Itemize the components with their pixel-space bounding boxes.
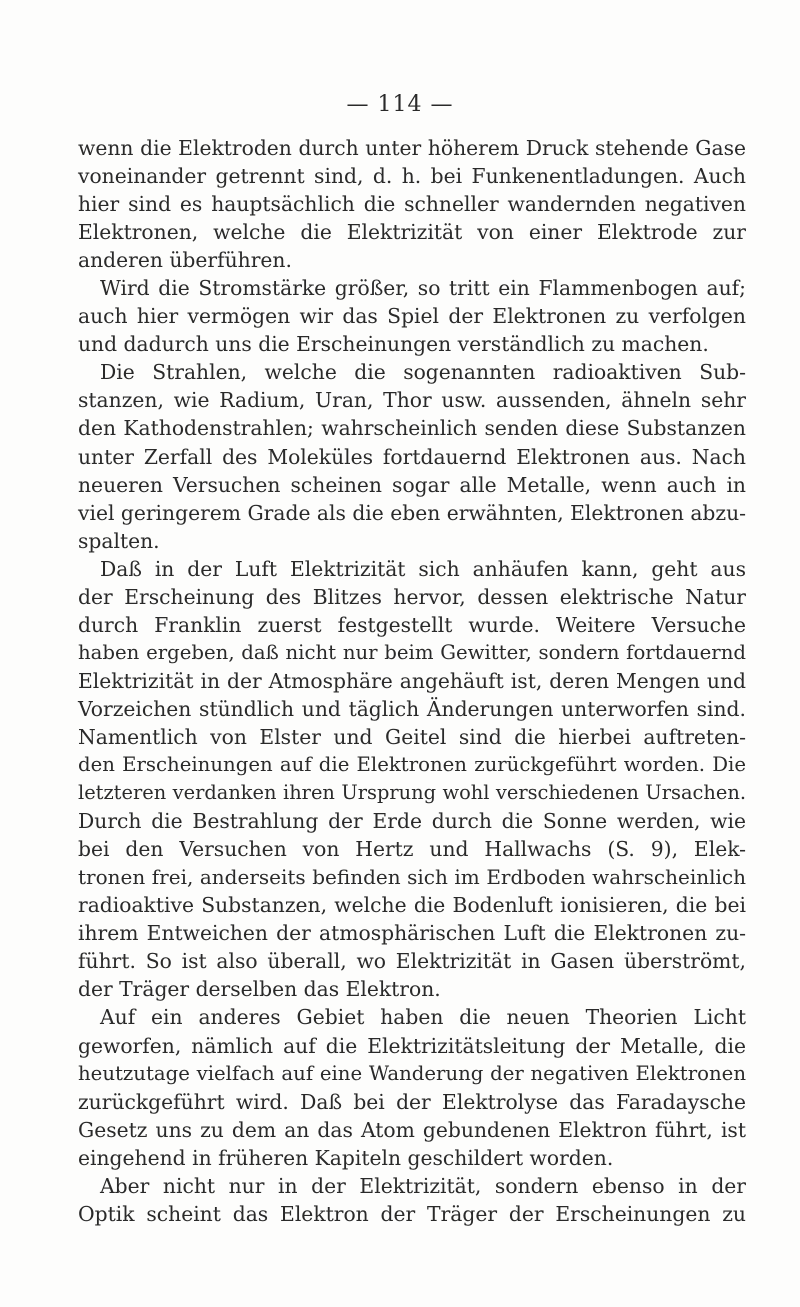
text-line: eingehend in früheren Kapiteln geschildert worden. — [78, 1145, 614, 1170]
text-line: unter Zerfall des Moleküles fortdauernd Elektronen aus. Nach — [78, 444, 746, 469]
text-line: radioaktive Substanzen, welche die Bodenluft ionisieren, die bei — [78, 893, 746, 918]
text-line: neueren Versuchen scheinen sogar alle Metalle, wenn auch in — [78, 472, 746, 497]
text-line: auch hier vermögen wir das Spiel der Elektronen zu verfolgen — [78, 304, 746, 329]
text-line: tronen frei, anderseits befinden sich im Erdboden wahrscheinlich — [78, 865, 746, 890]
text-line: anderen überführen. — [78, 248, 292, 273]
text-line: Elektrizität in der Atmosphäre angehäuft ist, deren Mengen und — [78, 668, 746, 693]
text-line: Durch die Bestrahlung der Erde durch die Sonne werden, wie — [78, 809, 746, 834]
text-line: stanzen, wie Radium, Uran, Thor usw. aussenden, ähneln sehr — [78, 388, 746, 413]
text-line: den Erscheinungen auf die Elektronen zurückgeführt worden. Die — [78, 753, 746, 777]
text-line: Die Strahlen, welche die sogenannten radioaktiven Sub- — [100, 360, 746, 385]
text-line: wenn die Elektroden durch unter höherem Druck stehende Gase — [78, 136, 746, 160]
text-line: Wird die Stromstärke größer, so tritt ein Flammenbogen auf; — [100, 276, 746, 301]
text-line: den Kathodenstrahlen; wahrscheinlich senden diese Substanzen — [78, 416, 746, 441]
text-line: heutzutage vielfach auf eine Wanderung der negativen Elektronen — [78, 1061, 746, 1085]
text-line: Daß in der Luft Elektrizität sich anhäufen kann, geht aus — [100, 556, 746, 581]
text-line: der Erscheinung des Blitzes hervor, dessen elektrische Natur — [78, 584, 746, 609]
text-line: Auf ein anderes Gebiet haben die neuen Theorien Licht — [100, 1005, 746, 1030]
text-line: zurückgeführt wird. Daß bei der Elektrolyse das Faradaysche — [78, 1089, 746, 1114]
body-text — [78, 134, 746, 1228]
text-line: haben ergeben, daß nicht nur beim Gewitter, sondern fortdauernd — [78, 640, 746, 664]
text-line: geworfen, nämlich auf die Elektrizitätsleitung der Metalle, die — [78, 1033, 746, 1058]
page-number: — 114 — — [346, 92, 454, 117]
text-line: Optik scheint das Elektron der Träger der Erscheinungen zu — [78, 1201, 746, 1226]
text-line: Aber nicht nur in der Elektrizität, sondern ebenso in der — [100, 1173, 746, 1198]
text-line: der Träger derselben das Elektron. — [78, 977, 441, 1002]
text-line: führt. So ist also überall, wo Elektrizität in Gasen überströmt, — [78, 949, 746, 974]
text-line: viel geringerem Grade als die eben erwähnten, Elektronen abzu- — [78, 500, 747, 525]
text-line: hier sind es hauptsächlich die schneller wandernden negativen — [78, 192, 746, 217]
text-line: ihrem Entweichen der atmosphärischen Luft die Elektronen zu- — [78, 921, 746, 946]
text-line: voneinander getrennt sind, d. h. bei Funkenentladungen. Auch — [78, 164, 746, 189]
text-line: spalten. — [78, 528, 160, 553]
text-line: Vorzeichen stündlich und täglich Änderungen unterworfen sind. — [78, 696, 746, 721]
text-line: Namentlich von Elster und Geitel sind die hierbei auftreten- — [78, 724, 746, 749]
text-line: letzteren verdanken ihren Ursprung wohl verschiedenen Ursachen. — [78, 781, 746, 805]
text-line: Gesetz uns zu dem an das Atom gebundenen Elektron führt, ist — [78, 1117, 746, 1142]
text-line: und dadurch uns die Erscheinungen verständlich zu machen. — [78, 332, 709, 357]
text-line: bei den Versuchen von Hertz und Hallwachs (S. 9), Elek- — [78, 837, 746, 862]
text-line: durch Franklin zuerst festgestellt wurde. Weitere Versuche — [78, 612, 746, 637]
text-line: Elektronen, welche die Elektrizität von einer Elektrode zur — [78, 220, 746, 245]
